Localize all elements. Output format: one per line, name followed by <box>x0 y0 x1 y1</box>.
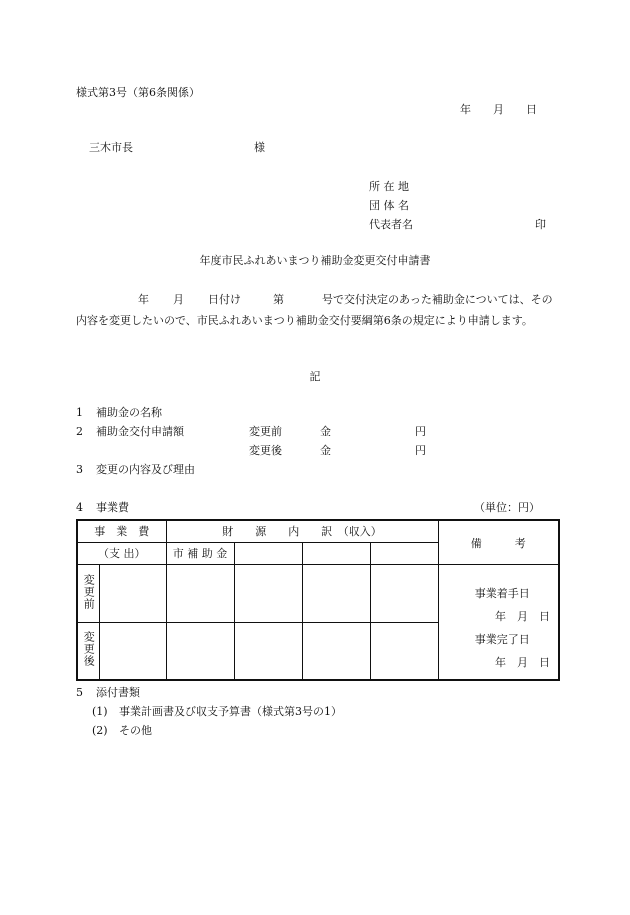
end-date-label: 事業完了日 <box>474 633 530 647</box>
body-paragraph <box>76 289 562 331</box>
cell-before-f3 <box>302 565 370 623</box>
representative-label: 代表者名 <box>369 218 413 231</box>
item2-after-yen: 円 <box>415 444 426 457</box>
cell-before-city <box>166 565 234 623</box>
attachment-1-text: 事業計画書及び収支予算書（様式第3号の1） <box>119 705 342 718</box>
cell-after-cost <box>99 622 166 680</box>
item4-label: 事業費 <box>96 501 129 514</box>
cell-before-f2 <box>234 565 302 623</box>
date-day: 日 <box>526 103 537 116</box>
row-before-label: 変更前 <box>77 565 99 623</box>
start-date-value: 年 月 日 <box>495 610 550 624</box>
item2-before-label: 変更前 <box>249 425 282 438</box>
cell-before-f4 <box>370 565 438 623</box>
attachment-2-num: (2) <box>92 724 108 737</box>
date-month: 月 <box>493 103 504 116</box>
form-number: 様式第3号（第6条関係） <box>76 86 200 99</box>
item2-num: 2 <box>76 425 83 438</box>
unit-label: （単位：円） <box>474 501 540 514</box>
attachment-1-num: (1) <box>92 705 108 718</box>
item3-label: 変更の内容及び理由 <box>96 463 195 476</box>
addressee-name: 三木市長 <box>89 141 133 154</box>
project-cost-table <box>76 519 560 681</box>
item2-before-kin: 金 <box>320 425 331 438</box>
body-day-ref: 日付け <box>208 293 241 306</box>
cell-after-f3 <box>302 622 370 680</box>
header-funding-col2 <box>234 542 302 564</box>
document-title: 年度市民ふれあいまつり補助金変更交付申請書 <box>199 254 431 267</box>
item2-after-label: 変更後 <box>249 444 282 457</box>
header-remarks: 備 考 <box>438 520 559 565</box>
body-month: 月 <box>173 293 184 306</box>
cell-after-f2 <box>234 622 302 680</box>
item4-num: 4 <box>76 501 83 514</box>
body-number-prefix: 第 <box>273 293 284 306</box>
group-name-label: 団 体 名 <box>369 199 409 212</box>
end-date-value: 年 月 日 <box>495 656 550 670</box>
header-project-cost-sub: （支 出） <box>77 542 166 564</box>
body-text-rest: その内容を変更したいので、市民ふれあいまつり補助金交付要綱第6条の規定により申請します。 <box>76 293 553 327</box>
cell-after-f4 <box>370 622 438 680</box>
remarks-cell <box>438 565 559 680</box>
date-line <box>460 103 537 117</box>
header-funding-col3 <box>302 542 370 564</box>
body-text-first: 号で交付決定のあった補助金については、 <box>322 293 531 306</box>
start-date-label: 事業着手日 <box>474 587 530 601</box>
item2-before-yen: 円 <box>415 425 426 438</box>
item2-after-kin: 金 <box>320 444 331 457</box>
item5-label: 添付書類 <box>96 686 140 699</box>
attachment-2-text: その他 <box>119 724 152 737</box>
seal-mark: 印 <box>535 218 546 231</box>
address-label: 所 在 地 <box>369 180 409 193</box>
cell-before-cost <box>99 565 166 623</box>
header-project-cost: 事 業 費 <box>77 520 166 542</box>
body-year: 年 <box>138 293 149 306</box>
row-after-label: 変更後 <box>77 622 99 680</box>
addressee-honorific: 様 <box>254 141 265 154</box>
item1-num: 1 <box>76 406 83 419</box>
item5-num: 5 <box>76 686 83 699</box>
header-city-subsidy: 市 補 助 金 <box>166 542 234 564</box>
item3-num: 3 <box>76 463 83 476</box>
header-funding-col4 <box>370 542 438 564</box>
item2-label: 補助金交付申請額 <box>96 425 184 438</box>
item1-label: 補助金の名称 <box>96 406 162 419</box>
header-funding-breakdown: 財 源 内 訳 （収入） <box>166 520 438 542</box>
date-year: 年 <box>460 103 471 116</box>
cell-after-city <box>166 622 234 680</box>
ki-heading: 記 <box>309 370 321 383</box>
